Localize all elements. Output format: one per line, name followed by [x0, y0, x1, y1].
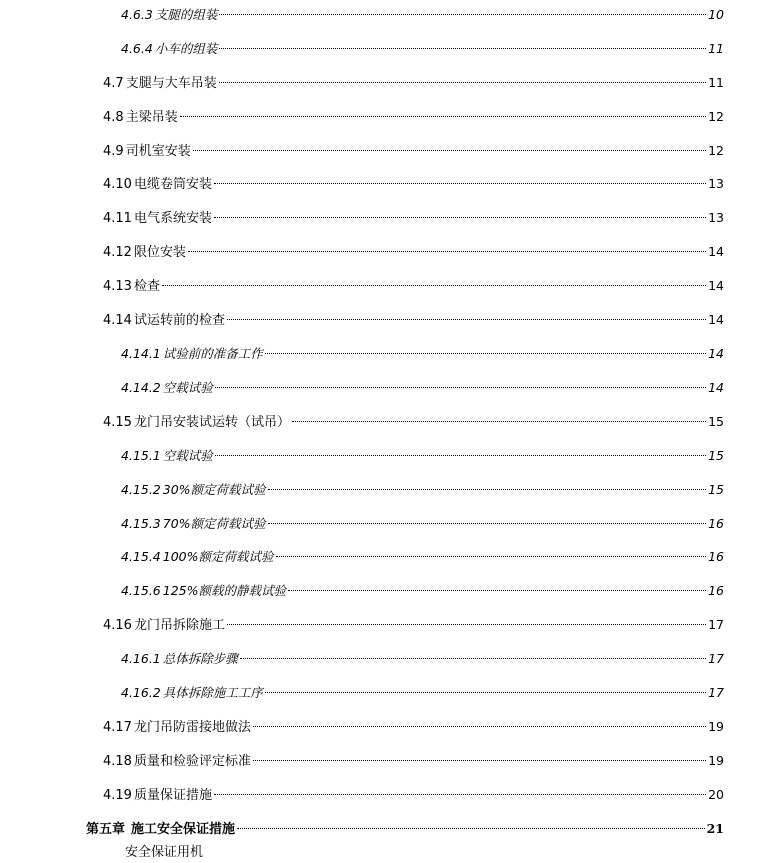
toc-entry-number: 4.14.2	[121, 380, 161, 395]
toc-entry[interactable]	[103, 73, 724, 93]
dot-leader	[214, 217, 706, 218]
toc-entry-title: 检查	[133, 279, 160, 294]
dot-leader	[180, 116, 706, 117]
toc-entry-number: 4.16.2	[121, 685, 161, 700]
toc-entry[interactable]	[103, 141, 724, 161]
toc-entry-title: 龙门吊防雷接地做法	[133, 720, 251, 735]
toc-entry[interactable]	[103, 615, 724, 635]
toc-entry-number: 4.18	[103, 754, 132, 769]
toc-entry-page: 17	[708, 685, 724, 700]
dot-leader	[188, 251, 706, 252]
dot-leader	[265, 692, 706, 693]
dot-leader	[288, 590, 706, 591]
toc-entry-page: 14	[708, 244, 724, 259]
toc-entry-page: 20	[708, 787, 724, 802]
toc-entry-page: 16	[708, 549, 724, 564]
toc-entry[interactable]	[121, 581, 724, 601]
dot-leader	[215, 455, 706, 456]
dot-leader	[268, 489, 707, 490]
toc-entry[interactable]	[103, 242, 724, 262]
toc-entry-title: 司机室安装	[125, 144, 191, 159]
toc-entry[interactable]	[121, 344, 724, 364]
toc-entry-title: 龙门吊拆除施工	[133, 618, 225, 633]
toc-entry-title: 总体拆除步骤	[162, 651, 238, 666]
toc-entry-number: 4.15.3	[121, 516, 161, 531]
dot-leader	[219, 48, 706, 49]
toc-entry-page: 16	[708, 583, 724, 598]
dot-leader	[219, 82, 706, 83]
toc-entry-title: 100%额定荷载试验	[162, 549, 274, 564]
toc-chapter-entry[interactable]	[86, 819, 724, 839]
toc-entry-number: 4.14	[103, 313, 132, 328]
dot-leader	[162, 285, 706, 286]
toc-entry-title: 支腿的组装	[154, 7, 218, 22]
toc-entry-number: 4.9	[103, 144, 124, 159]
toc-entry-title: 试验前的准备工作	[162, 346, 263, 361]
toc-entry-title: 电缆卷筒安装	[133, 177, 212, 192]
toc-entry[interactable]	[103, 208, 724, 228]
dot-leader	[265, 353, 706, 354]
toc-entry-title: 空载试验	[162, 380, 213, 395]
toc-entry-page: 11	[708, 41, 724, 56]
dot-leader	[292, 421, 706, 422]
dot-leader	[253, 760, 706, 761]
toc-entry-title: 主梁吊装	[125, 110, 178, 125]
toc-entry[interactable]	[121, 683, 724, 703]
toc-entry-page: 12	[708, 109, 724, 124]
toc-entry-number: 4.17	[103, 720, 132, 735]
toc-entry-number: 4.12	[103, 245, 132, 260]
toc-entry-number: 4.15.1	[121, 448, 161, 463]
toc-entry-number: 4.6.4	[121, 41, 153, 56]
toc-entry-title: 施工安全保证措施	[131, 822, 236, 837]
toc-entry[interactable]	[121, 5, 724, 25]
toc-entry-page: 14	[708, 278, 724, 293]
toc-entry[interactable]	[103, 717, 724, 737]
toc-entry-page: 16	[708, 516, 724, 531]
toc-entry[interactable]	[121, 514, 724, 534]
toc-entry-number: 4.14.1	[121, 346, 161, 361]
toc-entry-page: 19	[708, 719, 724, 734]
toc-entry[interactable]	[103, 751, 724, 771]
toc-entry[interactable]	[103, 276, 724, 296]
toc-entry[interactable]	[103, 310, 724, 330]
toc-entry-page: 13	[708, 210, 724, 225]
dot-leader	[215, 387, 706, 388]
toc-entry[interactable]	[121, 547, 724, 567]
toc-entry-title: 质量保证措施	[133, 788, 212, 803]
toc-entry-page: 21	[706, 821, 724, 836]
toc-entry-number: 4.15.2	[121, 482, 161, 497]
toc-entry-title: 125%额载的静载试验	[162, 583, 287, 598]
toc-entry-title: 70%额定荷载试验	[162, 516, 266, 531]
dot-leader	[214, 794, 706, 795]
dot-leader	[268, 523, 707, 524]
toc-entry-number: 4.11	[103, 211, 132, 226]
toc-entry[interactable]	[121, 480, 724, 500]
toc-entry-page: 15	[708, 414, 724, 429]
toc-entry-title: 小车的组装	[154, 41, 218, 56]
toc-entry-number: 4.15	[103, 415, 132, 430]
toc-entry-page: 10	[708, 7, 724, 22]
toc-entry-title: 限位安装	[133, 245, 186, 260]
toc-entry-page: 14	[708, 380, 724, 395]
toc-entry-title: 具体拆除施工工序	[162, 685, 263, 700]
toc-entry-number: 第五章	[86, 822, 126, 837]
toc-entry-page: 12	[708, 143, 724, 158]
toc-entry-title: 龙门吊安装试运转（试吊）	[133, 415, 290, 430]
toc-entry-number: 4.19	[103, 788, 132, 803]
toc-entry-title: 30%额定荷载试验	[162, 482, 266, 497]
toc-entry-number: 4.13	[103, 279, 132, 294]
toc-entry[interactable]	[103, 174, 724, 194]
cut-off-entry: 安全保证用机	[125, 845, 204, 860]
dot-leader	[219, 14, 706, 15]
toc-entry-number: 4.15.4	[121, 549, 161, 564]
toc-entry[interactable]	[103, 785, 724, 805]
toc-entry-page: 15	[708, 482, 724, 497]
toc-entry-title: 试运转前的检查	[133, 313, 225, 328]
dot-leader	[276, 556, 707, 557]
toc-entry-number: 4.8	[103, 110, 124, 125]
toc-entry[interactable]	[103, 107, 724, 127]
dot-leader	[237, 828, 705, 829]
dot-leader	[227, 624, 706, 625]
toc-entry[interactable]	[121, 649, 724, 669]
dot-leader	[193, 150, 706, 151]
toc-entry-page: 14	[708, 346, 724, 361]
toc-entry-page: 14	[708, 312, 724, 327]
toc-entry-number: 4.16.1	[121, 651, 161, 666]
dot-leader	[227, 319, 706, 320]
toc-entry[interactable]	[103, 412, 724, 432]
toc-entry-number: 4.7	[103, 76, 124, 91]
toc-entry[interactable]	[121, 39, 724, 59]
toc-entry-page: 11	[708, 75, 724, 90]
toc-entry-title: 质量和检验评定标准	[133, 754, 251, 769]
dot-leader	[240, 658, 706, 659]
dot-leader	[253, 726, 706, 727]
toc-entry-title: 电气系统安装	[133, 211, 212, 226]
toc-entry-title: 空载试验	[162, 448, 213, 463]
toc-entry-page: 17	[708, 651, 724, 666]
dot-leader	[214, 183, 706, 184]
toc-entry-page: 19	[708, 753, 724, 768]
toc-entry-number: 4.16	[103, 618, 132, 633]
toc-entry-title: 支腿与大车吊装	[125, 76, 217, 91]
toc-entry-page: 17	[708, 617, 724, 632]
toc-entry[interactable]	[121, 378, 724, 398]
toc-entry-number: 4.6.3	[121, 7, 153, 22]
toc-entry-page: 13	[708, 176, 724, 191]
toc-entry[interactable]	[121, 446, 724, 466]
toc-entry-number: 4.15.6	[121, 583, 161, 598]
toc-entry-number: 4.10	[103, 177, 132, 192]
toc-entry-page: 15	[708, 448, 724, 463]
